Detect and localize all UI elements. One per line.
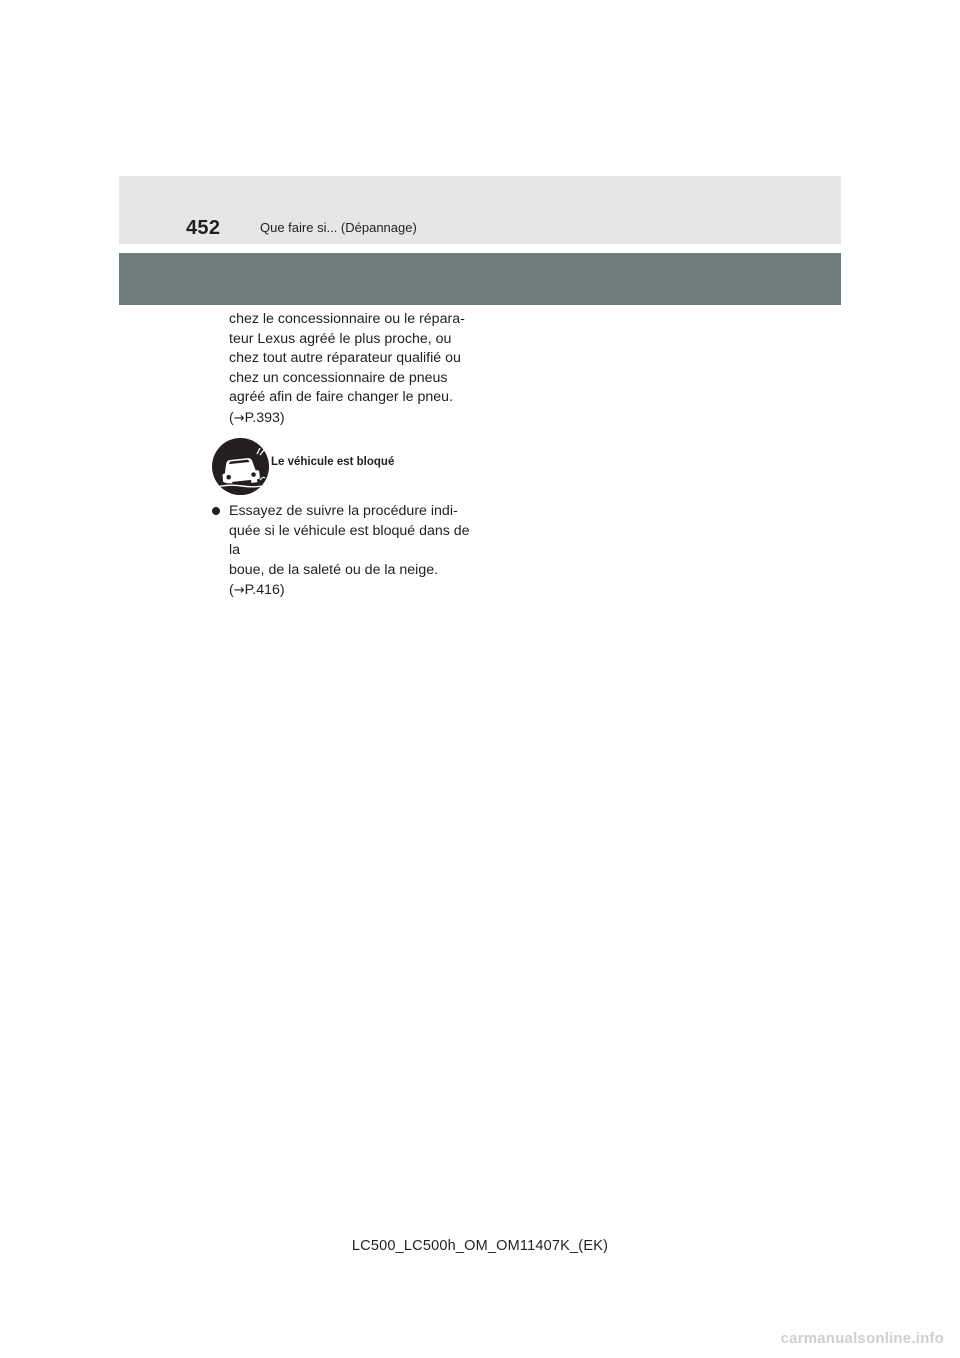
bullet-text xyxy=(229,502,481,601)
section-heading: Le véhicule est bloqué xyxy=(271,456,395,468)
reference-page: P.416 xyxy=(244,582,280,599)
text-line: teur Lexus agréé le plus proche, ou xyxy=(229,330,452,347)
watermark: carmanualsonline.info xyxy=(780,1330,944,1347)
section-title: Que faire si... (Dépannage) xyxy=(260,220,417,235)
page-reference[interactable]: (→P.416) xyxy=(229,582,285,599)
page-reference[interactable]: (→P.393) xyxy=(229,409,285,426)
text-line: Essayez de suivre la procédure indi- xyxy=(229,503,458,519)
bullet-icon xyxy=(212,507,220,515)
text-line: boue, de la saleté ou de la neige. xyxy=(229,561,439,578)
reference-page: P.393 xyxy=(244,409,280,426)
document-id: LC500_LC500h_OM_OM11407K_(EK) xyxy=(351,1238,609,1254)
stuck-car-icon xyxy=(212,438,269,495)
text-line: chez le concessionnaire ou le répara- xyxy=(229,311,465,327)
text-line: agréé afin de faire changer le pneu. xyxy=(229,389,454,406)
arrow-right-icon: → xyxy=(233,583,245,599)
text-line: quée si le véhicule est bloqué dans de la xyxy=(229,522,470,559)
title-band xyxy=(119,253,841,305)
text-line: chez tout autre réparateur qualifié ou xyxy=(229,350,461,367)
arrow-right-icon: → xyxy=(233,410,245,426)
page-number: 452 xyxy=(186,217,221,239)
page-header xyxy=(119,176,841,244)
text-line: chez un concessionnaire de pneus xyxy=(229,369,448,386)
continuation-paragraph xyxy=(229,310,479,429)
